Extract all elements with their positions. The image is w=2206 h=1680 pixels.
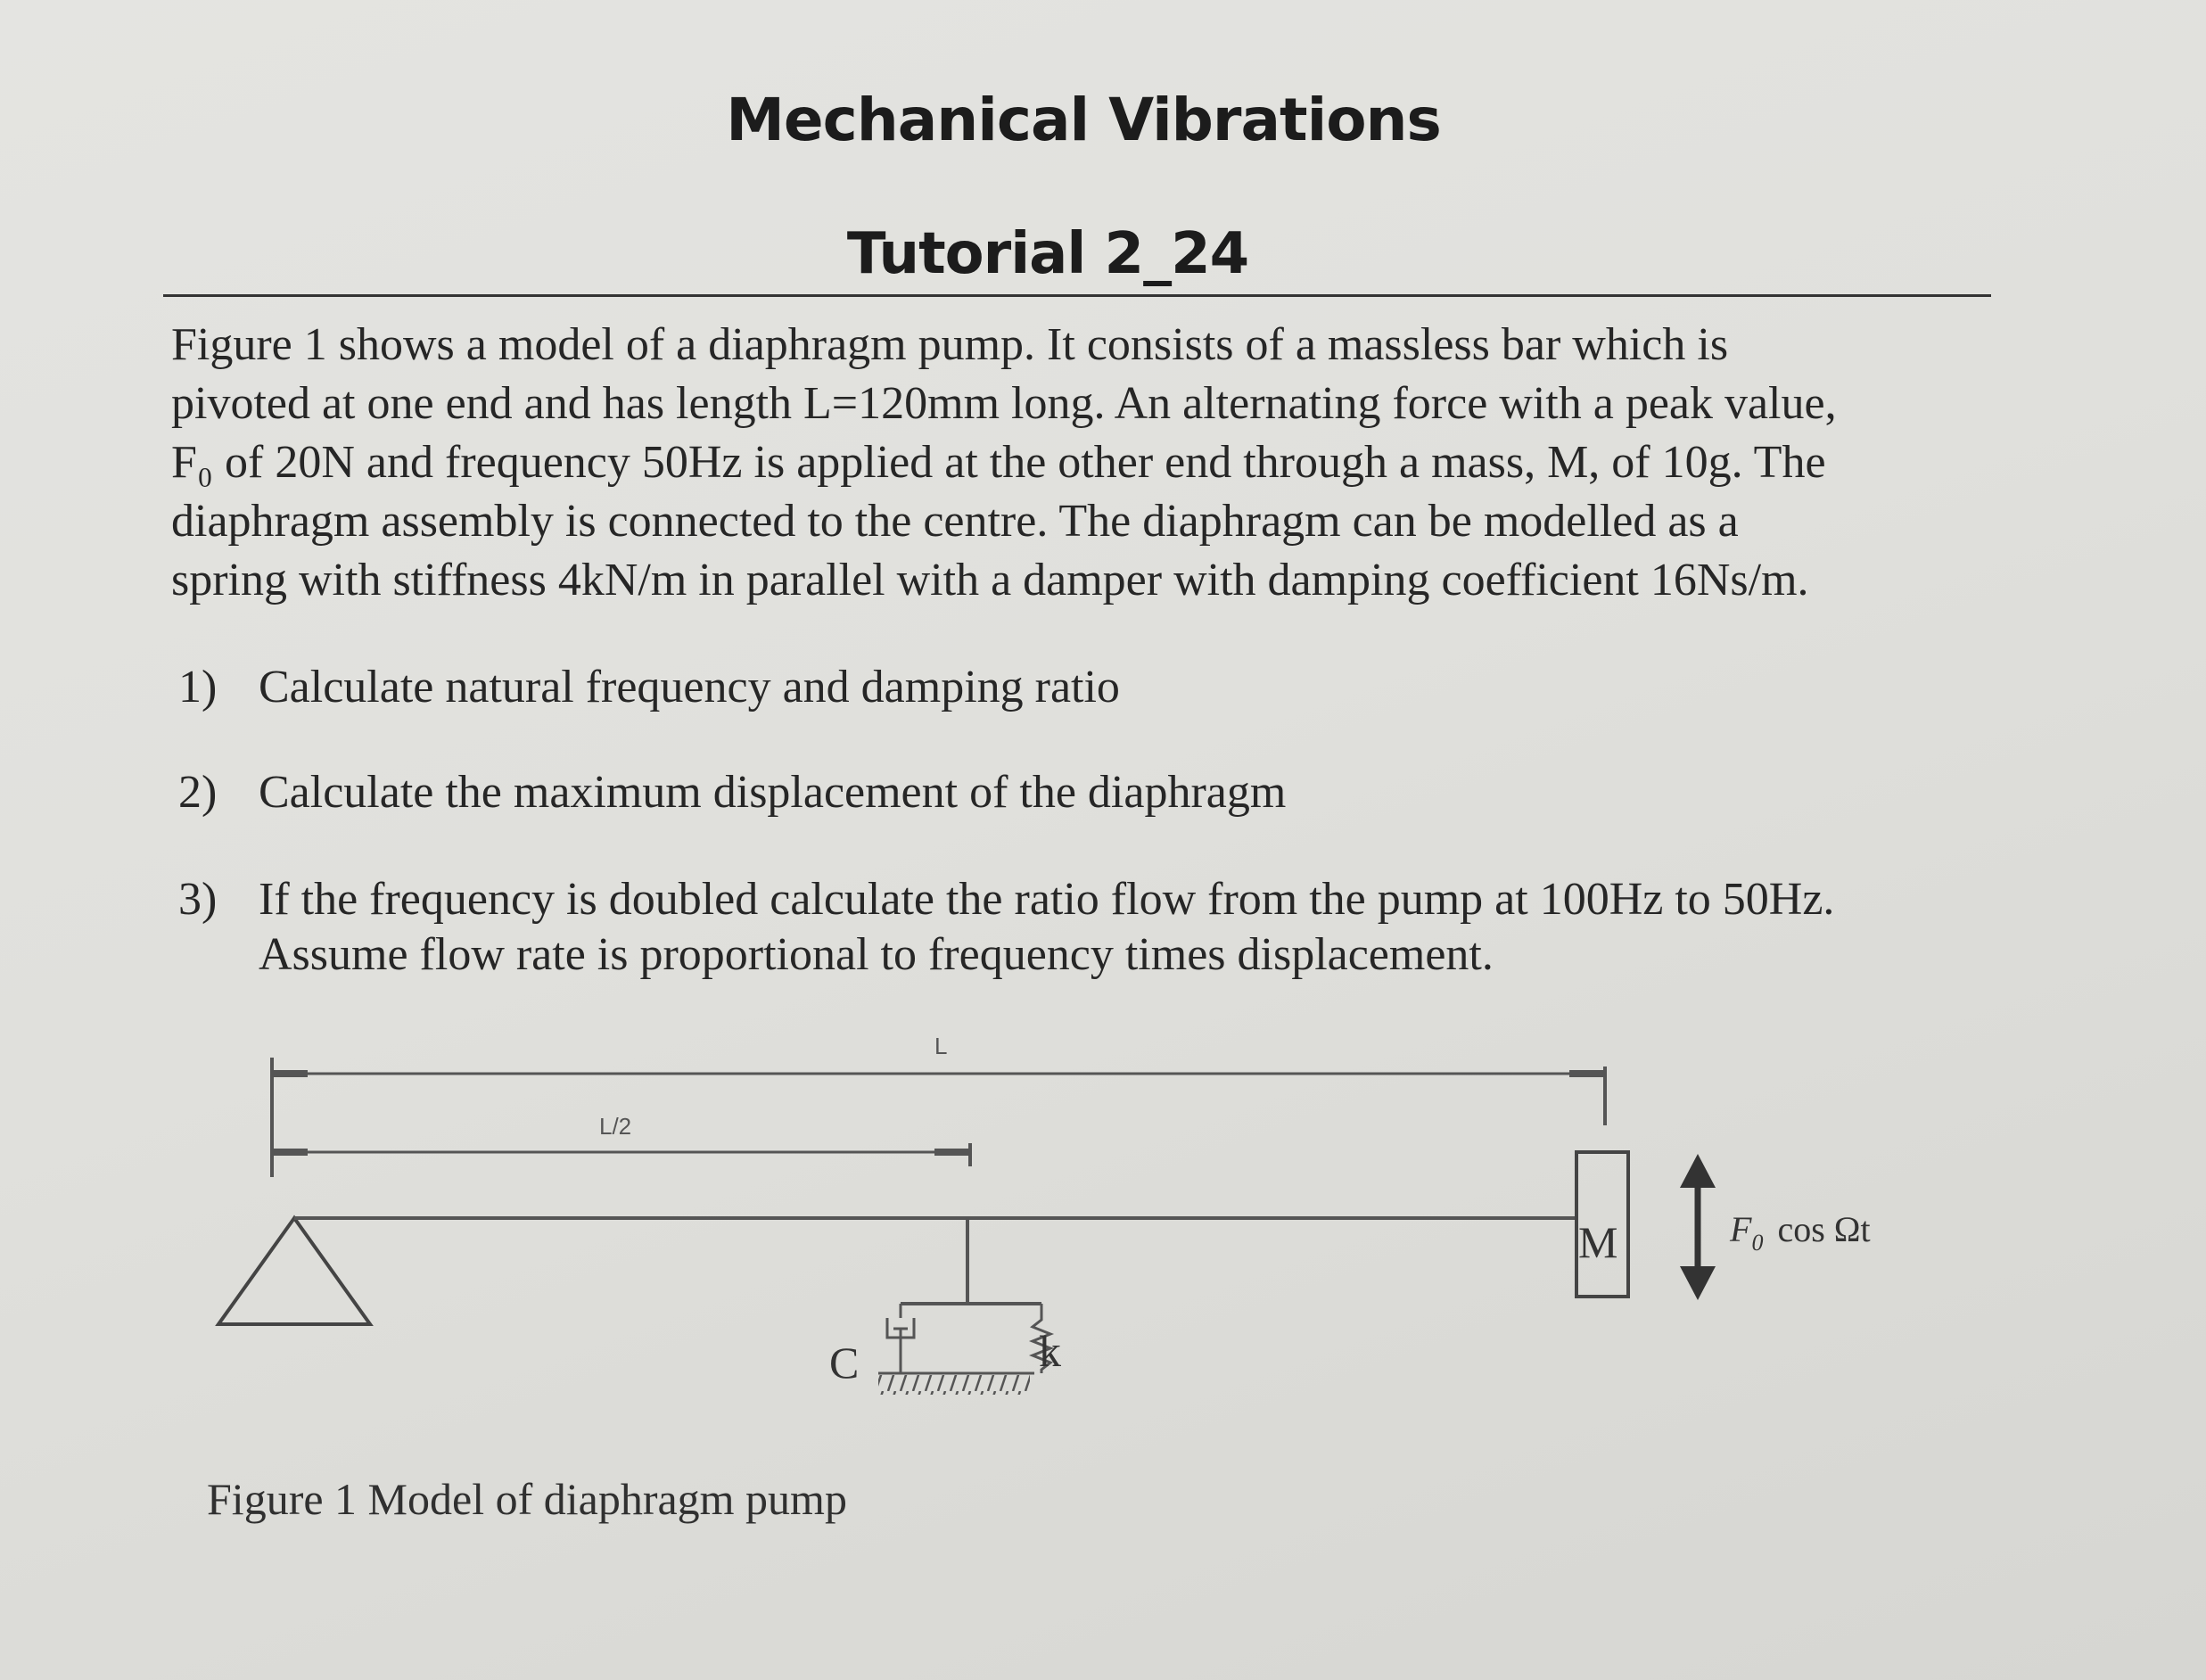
half-length-dimension <box>272 1113 970 1166</box>
problem-line: spring with stiffness 4kN/m in parallel with a damper with damping coefficient 16Ns/m. <box>171 555 1809 605</box>
question-text-continued: Assume flow rate is proportional to frequency times displacement. <box>259 929 1494 980</box>
force-subscript: 0 <box>1751 1230 1764 1256</box>
page-title: Mechanical Vibrations <box>726 86 1441 154</box>
label-mass: M <box>1578 1217 1618 1267</box>
ground-hatch <box>878 1375 1030 1395</box>
page-subtitle: Tutorial 2_24 <box>846 221 1249 287</box>
question-number: 2) <box>178 767 218 818</box>
question-text: Calculate natural frequency and damping ratio <box>259 662 1120 712</box>
force-arrow <box>1680 1154 1716 1300</box>
force-expression: cos Ωt <box>1777 1209 1871 1249</box>
label-L: L <box>934 1033 948 1059</box>
question-text: If the frequency is doubled calculate the ratio flow from the pump at 100Hz to 50Hz. <box>259 874 1835 925</box>
figure-caption: Figure 1 Model of diaphragm pump <box>207 1474 847 1524</box>
label-damper: C <box>829 1338 860 1388</box>
question-text: Calculate the maximum displacement of the diaphragm <box>259 767 1287 818</box>
label-half-L: L/2 <box>599 1113 632 1140</box>
question-number: 1) <box>178 662 218 712</box>
problem-line: diaphragm assembly is connected to the centre. The diaphragm can be modelled as a <box>171 496 1739 547</box>
damper <box>887 1304 914 1373</box>
force-symbol: F <box>1730 1209 1752 1249</box>
problem-line: F₀ of 20N and frequency 50Hz is applied at the other end through a mass, M, of 10g. The <box>171 437 1826 488</box>
label-spring: k <box>1039 1326 1061 1376</box>
question-number: 3) <box>178 874 218 925</box>
problem-line: Figure 1 shows a model of a diaphragm pump. It consists of a massless bar which is <box>171 319 1729 370</box>
label-force <box>1729 1209 1871 1256</box>
pivot-support <box>218 1218 370 1324</box>
problem-line: pivoted at one end and has length L=120mm long. An alternating force with a peak value, <box>171 378 1837 429</box>
